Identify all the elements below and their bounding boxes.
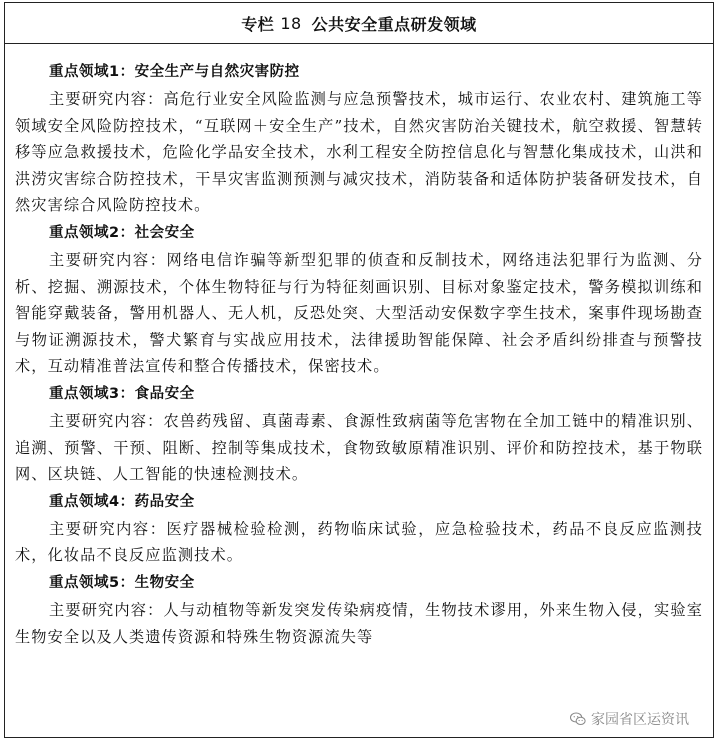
section-body: 主要研究内容：网络电信诈骗等新型犯罪的侦查和反制技术，网络违法犯罪行为监测、分析、挖掘、溯源技术，个体生物特征与行为特征刻画识别、目标对象鉴定技术，警务模拟训练和智能穿戴装备，警用机器人、无人机，反恐处突、大型活动安保数字孪生技术，案事件现场勘查与物证溯源技术，警犬繁育与实战应用技术，法律援助智能保障、社会矛盾纠纷排查与预警技术，互动精准普法宣传和整合传播技术，保密技术。 (15, 250, 703, 376)
section-heading: 重点领域1：安全生产与自然灾害防控 (49, 64, 300, 80)
section-body: 主要研究内容：农兽药残留、真菌毒素、食源性致病菌等危害物在全加工链中的精准识别、追溯、预警、干预、阻断、控制等集成技术，食物致敏原精准识别、评价和防控技术，基于物联网、区块链、人工智能的快速检测技术。 (15, 411, 703, 484)
section-heading: 重点领域2：社会安全 (49, 224, 195, 241)
wechat-icon (569, 710, 587, 728)
document-box (4, 2, 714, 738)
column-title: 公共安全重点研发领域 (311, 14, 477, 34)
section-body: 主要研究内容：高危行业安全风险监测与应急预警技术，城市运行、农业农村、建筑施工等领域安全风险防控技术，“互联网＋安全生产”技术，自然灾害防治关键技术，航空救援、智慧转移等应急救援技术，危险化学品安全技术，水利工程安全防控信息化与智慧化集成技术，山洪和洪涝灾害综合防控技术，干旱灾害监测预测与减灾技术，消防装备和适体防护装备研发技术，自然灾害综合风险防控技术。 (15, 90, 703, 215)
section-heading: 重点领域5：生物安全 (49, 574, 195, 591)
column-number: 18 (280, 13, 302, 33)
section-heading: 重点领域3：食品安全 (49, 385, 195, 402)
section-body: 主要研究内容：医疗器械检验检测，药物临床试验，应急检验技术，药品不良反应监测技术，化妆品不良反应监测技术。 (15, 519, 703, 565)
watermark-text: 家园省区运资讯 (591, 712, 689, 728)
document-content (5, 44, 713, 650)
column-title-bar (5, 3, 713, 44)
column-label: 专栏 (241, 14, 275, 34)
section-heading: 重点领域4：药品安全 (49, 493, 195, 510)
section-body: 主要研究内容：人与动植物等新发突发传染病疫情，生物技术谬用，外来生物入侵，实验室生物安全以及人类遗传资源和特殊生物资源流失等 (15, 600, 703, 646)
watermark (567, 709, 691, 729)
